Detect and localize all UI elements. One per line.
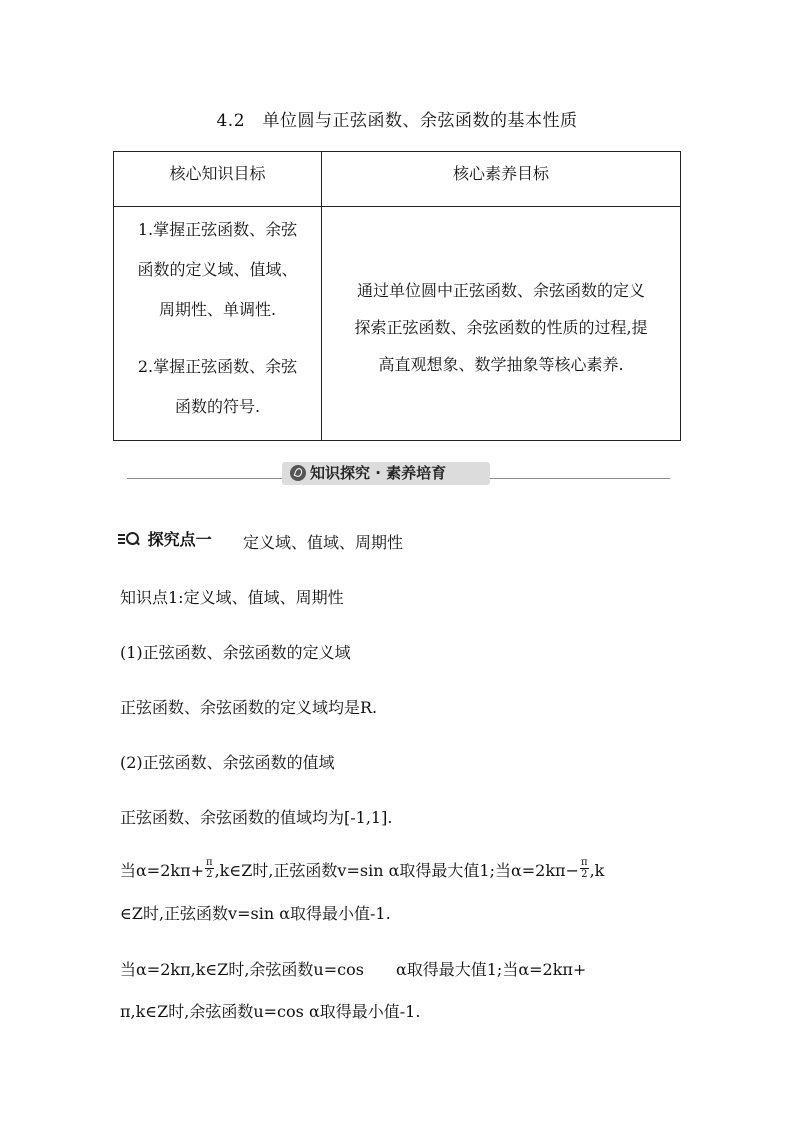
section-2-text: 正弦函数、余弦函数的值域均为[-1,1].	[120, 808, 393, 827]
literacy-goal-line: 探索正弦函数、余弦函数的性质的过程,提	[354, 317, 648, 337]
knowledge-point-heading: 知识点1:定义域、值域、周期性	[120, 588, 344, 607]
fraction-pi-over-2	[580, 857, 589, 880]
section-2-heading: (2)正弦函数、余弦函数的值域	[120, 753, 335, 772]
fraction-denominator: 2	[581, 869, 588, 880]
text-segment: 当α=2kπ+	[120, 861, 205, 880]
section-1-text: 正弦函数、余弦函数的定义域均是R.	[120, 698, 378, 717]
explore-point-label: 探究点一	[147, 530, 212, 549]
banner-rule-left	[127, 478, 287, 479]
search-icon	[118, 531, 142, 547]
knowledge-goal-1	[114, 210, 321, 330]
explore-point-topic: 定义域、值域、周期性	[243, 533, 404, 552]
literacy-goal-line: 高直观想象、数学抽象等核心素养.	[378, 354, 624, 374]
knowledge-goal-line: 2.掌握正弦函数、余弦	[137, 357, 298, 376]
literacy-goal-line: 通过单位圆中正弦函数、余弦函数的定义	[356, 280, 645, 300]
paragraph-sine-extrema-line2: ∈Z时,正弦函数v=sin α取得最小值-1.	[120, 904, 391, 923]
text-segment: ,k	[589, 861, 605, 880]
knowledge-goal-line: 函数的定义域、值域、	[137, 260, 298, 279]
paragraph-sine-extrema	[120, 858, 604, 883]
knowledge-goal-line: 周期性、单调性.	[158, 300, 277, 319]
fraction-pi-over-2	[205, 857, 214, 880]
literacy-goal	[322, 212, 680, 442]
fraction-numerator: π	[206, 857, 213, 868]
fraction-denominator: 2	[206, 869, 213, 880]
knowledge-goal-line: 函数的符号.	[174, 397, 261, 416]
knowledge-goal-2	[114, 347, 321, 427]
banner-rule-right	[486, 478, 670, 479]
table-header-literacy: 核心素养目标	[452, 164, 549, 183]
section-banner	[282, 462, 490, 485]
knowledge-goal-line: 1.掌握正弦函数、余弦	[137, 220, 298, 239]
page-title: 4.2 单位圆与正弦函数、余弦函数的基本性质	[216, 111, 578, 131]
table-header-knowledge: 核心知识目标	[169, 164, 266, 183]
fraction-numerator: π	[580, 857, 588, 868]
text-segment: ,k∈Z时,正弦函数v=sin α取得最大值1;当α=2kπ−	[214, 861, 579, 880]
table-header-divider	[114, 206, 680, 207]
explore-point-heading	[118, 527, 212, 550]
paragraph-cosine-extrema: 当α=2kπ,k∈Z时,余弦函数u=cos α取得最大值1;当α=2kπ+	[120, 960, 587, 979]
section-1-heading: (1)正弦函数、余弦函数的定义域	[120, 643, 351, 662]
section-banner-label: 知识探究 · 素养培育	[310, 464, 447, 482]
objectives-table	[113, 151, 681, 441]
pen-icon	[290, 465, 306, 481]
paragraph-cosine-extrema-line2: π,k∈Z时,余弦函数u=cos α取得最小值-1.	[120, 1002, 421, 1021]
